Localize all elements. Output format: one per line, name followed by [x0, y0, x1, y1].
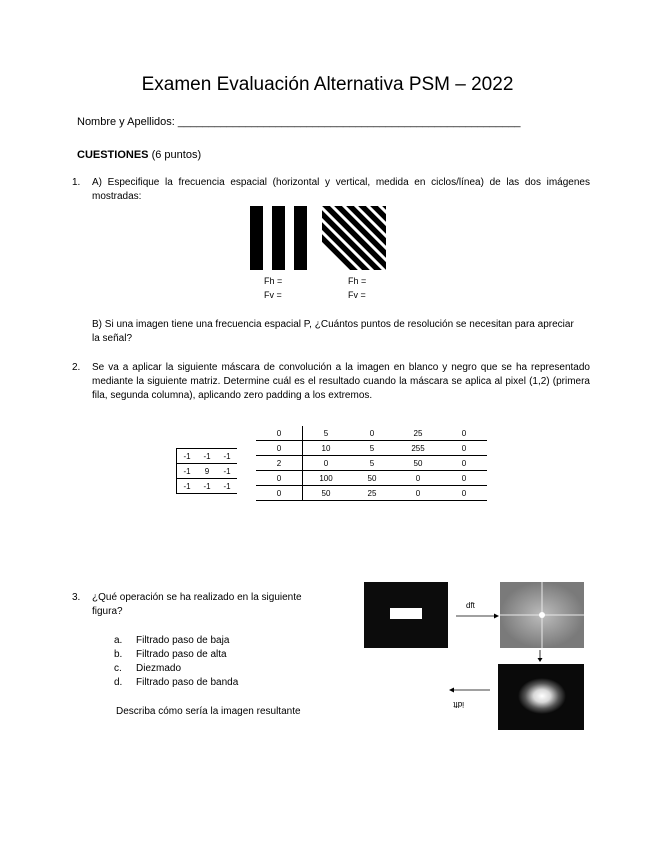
matrix-cell: 5	[323, 428, 329, 438]
section-points: (6 puntos)	[151, 149, 202, 161]
q1-number: 1.	[72, 177, 81, 188]
dft-arrow-head	[494, 614, 499, 619]
matrix-cell: 10	[321, 443, 331, 453]
img2-fv: Fv =	[348, 290, 366, 300]
mask-cell: 9	[204, 466, 210, 476]
matrix-cell: 0	[256, 426, 303, 441]
dft-label: dft	[466, 601, 475, 610]
option-label: Filtrado paso de baja	[136, 635, 230, 646]
option-a[interactable]	[114, 634, 238, 648]
matrix-cell: 0	[256, 441, 303, 456]
q3-options-list	[114, 634, 238, 690]
q2-number: 2.	[72, 362, 81, 373]
matrix-cell: 0	[323, 458, 329, 468]
mask-cell: -1	[223, 466, 231, 476]
spectrum-center	[539, 612, 545, 618]
matrix-cell: 50	[367, 473, 377, 483]
matrix-cell: 0	[461, 443, 467, 453]
img1-fh: Fh =	[264, 276, 283, 286]
option-label: Diezmado	[136, 663, 182, 674]
matrix-cell: 0	[415, 488, 421, 498]
q1-a-text: A) Especifique la frecuencia espacial (horizontal y vertical, medida en ciclos/línea) de las dos imágenes mostradas:	[92, 177, 590, 202]
stripe	[294, 206, 307, 270]
matrix-cell: 0	[461, 488, 467, 498]
q3-describe: Describa cómo sería la imagen resultante	[116, 706, 301, 717]
img2-fh: Fh =	[348, 276, 367, 286]
lowpass-blob	[518, 678, 566, 714]
matrix-cell: 5	[369, 443, 375, 453]
matrix-cell: 50	[413, 458, 423, 468]
idft-label: idft	[453, 700, 464, 709]
section-heading	[77, 149, 201, 161]
matrix-cell: 100	[319, 473, 333, 483]
convolution-mask	[176, 448, 237, 494]
option-letter: a.	[114, 635, 123, 646]
matrix-cell: 5	[369, 458, 375, 468]
matrix-cell: 0	[461, 428, 467, 438]
stripe	[250, 206, 263, 270]
mask-cell: -1	[177, 464, 198, 479]
diagonal-stripes-image	[322, 206, 386, 270]
mask-cell: -1	[223, 481, 231, 491]
option-c[interactable]	[114, 662, 238, 676]
matrix-cell: 25	[367, 488, 377, 498]
q3-number: 3.	[72, 592, 81, 603]
section-label: CUESTIONES	[77, 149, 149, 161]
q1-b-text: B) Si una imagen tiene una frecuencia espacial P, ¿Cuántos puntos de resolución se necesitan para apreciar la señal?	[92, 319, 574, 344]
stripe	[272, 206, 285, 270]
mask-cell: -1	[223, 451, 231, 461]
name-field-line: Nombre y Apellidos: ________________________________________________________	[77, 116, 521, 128]
option-letter: d.	[114, 677, 123, 688]
option-label: Filtrado paso de alta	[136, 649, 227, 660]
fourier-figure	[362, 578, 586, 732]
q3-text: ¿Qué operación se ha realizado en la siguiente figura?	[92, 592, 302, 617]
option-d[interactable]	[114, 676, 238, 690]
vertical-stripes-image	[246, 206, 308, 270]
img1-fv: Fv =	[264, 290, 282, 300]
matrix-cell: 25	[413, 428, 423, 438]
matrix-cell: 255	[411, 443, 425, 453]
image-matrix	[256, 426, 487, 501]
matrix-cell: 50	[321, 488, 331, 498]
idft-arrow-head	[449, 688, 454, 693]
option-letter: c.	[114, 663, 122, 674]
matrix-cell: 0	[369, 428, 375, 438]
mask-cell: -1	[177, 449, 198, 464]
matrix-cell: 0	[256, 486, 303, 501]
mask-cell: -1	[203, 451, 211, 461]
option-letter: b.	[114, 649, 123, 660]
matrix-cell: 2	[256, 456, 303, 471]
option-label: Filtrado paso de banda	[136, 677, 239, 688]
white-rectangle	[390, 608, 422, 619]
down-arrow-head	[538, 658, 543, 662]
mask-cell: -1	[203, 481, 211, 491]
mask-cell: -1	[177, 479, 198, 494]
option-b[interactable]	[114, 648, 238, 662]
matrix-cell: 0	[461, 458, 467, 468]
matrix-cell: 0	[461, 473, 467, 483]
matrix-cell: 0	[415, 473, 421, 483]
page-title: Examen Evaluación Alternativa PSM – 2022	[141, 74, 514, 95]
q2-text: Se va a aplicar la siguiente máscara de convolución a la imagen en blanco y negro que se ha representado mediante la siguiente matriz. Determine cuál es el resultado cuando la máscara se aplica al pixel (1,2) (primera fila, segunda columna), aplicando zero padding a los extremos.	[92, 362, 590, 401]
matrix-cell: 0	[256, 471, 303, 486]
